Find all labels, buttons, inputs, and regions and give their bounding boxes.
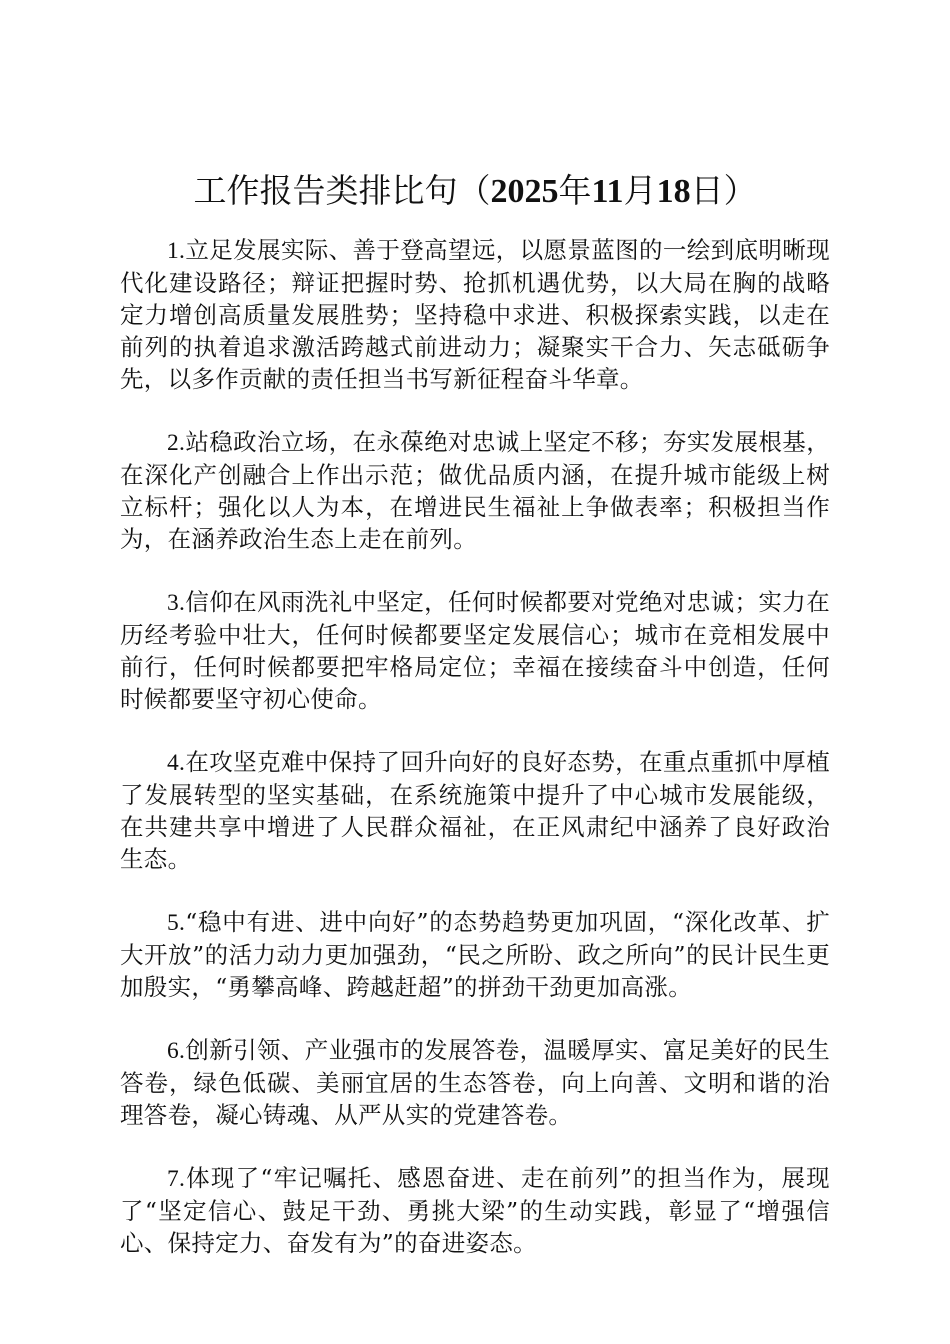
paragraph-text: 体现了“牢记嘱托、感恩奋进、走在前列”的担当作为，展现了“坚定信心、鼓足干劲、勇挑大梁”的生动实践，彰显了“增强信心、保持定力、奋发有为”的奋进姿态。 [120, 1164, 830, 1257]
document-title [120, 168, 830, 215]
paragraph-text: 创新引领、产业强市的发展答卷，温暖厚实、富足美好的民生答卷，绿色低碳、美丽宜居的生态答卷，向上向善、文明和谐的治理答卷，凝心铸魂、从严从实的党建答卷。 [120, 1036, 830, 1129]
paragraph-text: “稳中有进、进中向好”的态势趋势更加巩固，“深化改革、扩大开放”的活力动力更加强劲，“民之所盼、政之所向”的民计民生更加殷实，“勇攀高峰、跨越赶超”的拼劲干劲更加高涨。 [120, 908, 830, 1001]
paragraph-number: 1. [167, 238, 186, 264]
title-day-unit: 日 [690, 171, 724, 210]
paragraph-1 [120, 234, 830, 395]
title-year: 2025 [490, 173, 559, 210]
title-prefix: 工作报告类排比句（ [193, 171, 491, 210]
paragraph-text: 信仰在风雨洗礼中坚定，任何时候都要对党绝对忠诚；实力在历经考验中壮大，任何时候都要坚定发展信心；城市在竞相发展中前行，任何时候都要把牢格局定位；幸福在接续奋斗中创造，任何时候都要坚守初心使命。 [120, 588, 830, 713]
paragraph-5 [120, 906, 830, 1003]
paragraph-text: 在攻坚克难中保持了回升向好的良好态势，在重点重抓中厚植了发展转型的坚实基础，在系统施策中提升了中心城市发展能级，在共建共享中增进了人民群众福祉，在正风肃纪中涵养了良好政治生态。 [120, 748, 830, 873]
paragraph-text: 立足发展实际、善于登高望远，以愿景蓝图的一绘到底明晰现代化建设路径；辩证把握时势、抢抓机遇优势，以大局在胸的战略定力增创高质量发展胜势；坚持稳中求进、积极探索实践，以走在前列的执着追求激活跨越式前进动力；凝聚实干合力、矢志砥砺争先，以多作贡献的责任担当书写新征程奋斗华章。 [120, 236, 830, 393]
paragraph-text: 站稳政治立场，在永葆绝对忠诚上坚定不移；夯实发展根基，在深化产创融合上作出示范；做优品质内涵，在提升城市能级上树立标杆；强化以人为本，在增进民生福祉上争做表率；积极担当作为，在涵养政治生态上走在前列。 [120, 428, 830, 553]
title-year-unit: 年 [558, 171, 592, 210]
paragraph-number: 4. [167, 750, 186, 776]
document-body [120, 234, 830, 1290]
title-month: 11 [591, 173, 624, 210]
paragraph-7 [120, 1162, 830, 1259]
title-month-unit: 月 [623, 171, 657, 210]
paragraph-4 [120, 746, 830, 875]
paragraph-number: 5. [167, 910, 186, 936]
paragraph-number: 7. [167, 1166, 186, 1192]
paragraph-number: 3. [167, 590, 186, 616]
paragraph-6 [120, 1034, 830, 1131]
paragraph-3 [120, 586, 830, 715]
paragraph-number: 2. [167, 430, 186, 456]
paragraph-2 [120, 426, 830, 555]
title-day: 18 [656, 173, 691, 210]
title-suffix: ） [723, 171, 757, 210]
paragraph-number: 6. [167, 1038, 186, 1064]
